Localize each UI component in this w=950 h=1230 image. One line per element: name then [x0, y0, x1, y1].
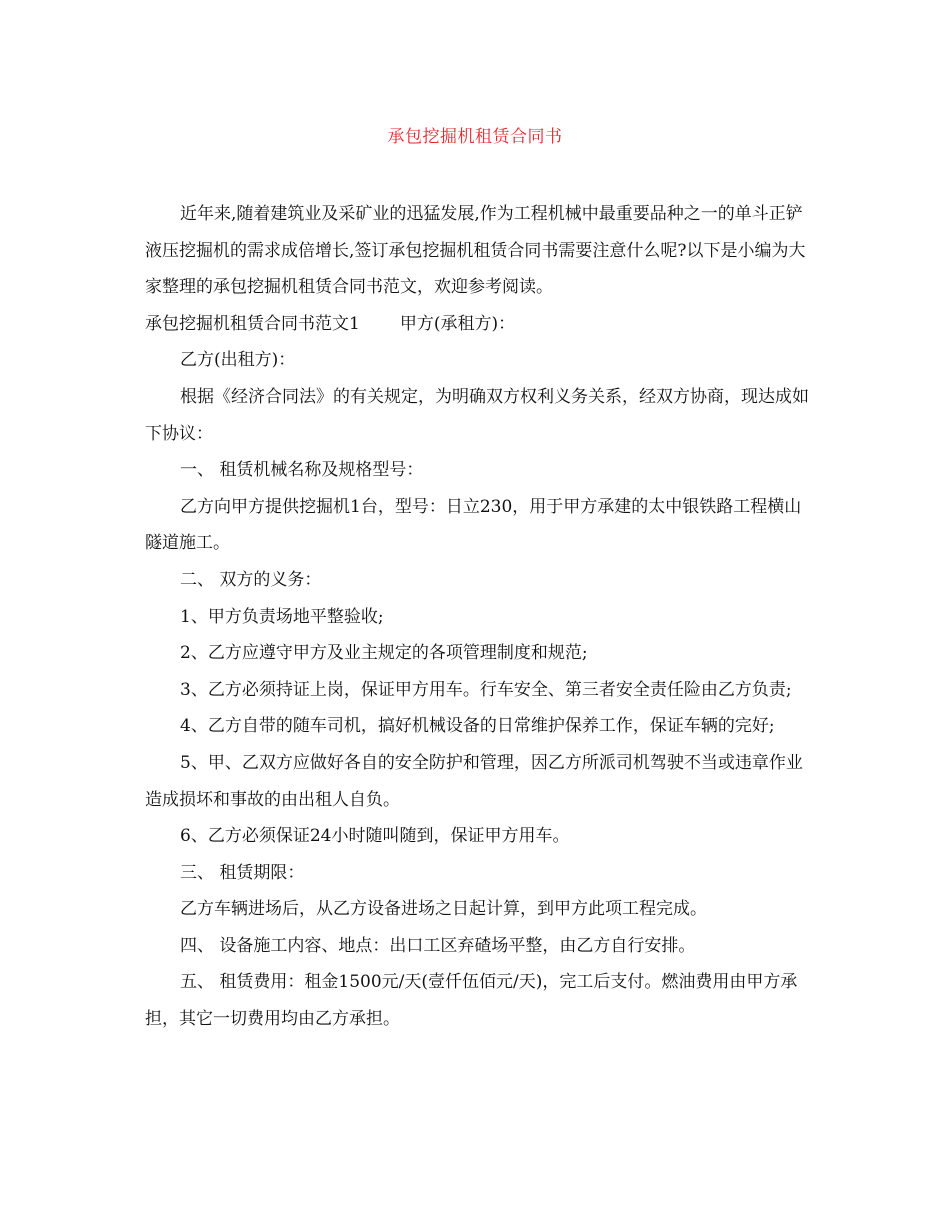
section-5-content: 五、 租赁费用：租金1500元/天(壹仟伍佰元/天)，完工后支付。燃油费用由甲方承担，其它一切费用均由乙方承担。 [145, 972, 798, 1030]
preamble-paragraph: 根据《经济合同法》的有关规定，为明确双方权利义务关系，经双方协商，现达成如下协议： [145, 386, 809, 444]
section-heading-3: 三、 租赁期限： [180, 862, 305, 883]
obligation-item-4: 4、乙方自带的随车司机，搞好机械设备的日常维护保养工作，保证车辆的完好; [180, 716, 775, 737]
document-title: 承包挖掘机租赁合同书 [387, 127, 563, 147]
party-b-label: 乙方(出租方)： [180, 350, 296, 371]
obligation-item-1: 1、甲方负责场地平整验收; [180, 606, 384, 627]
document-body [145, 196, 810, 1038]
obligation-item-6: 6、乙方必须保证24小时随叫随到，保证甲方用车。 [180, 826, 570, 847]
intro-paragraph: 近年来,随着建筑业及采矿业的迅猛发展,作为工程机械中最重要品种之一的单斗正铲液压挖掘机的需求成倍增长,签订承包挖掘机租赁合同书需要注意什么呢?以下是小编为大家整理的承包挖掘机租赁合同书范文，欢迎参考阅读。 [145, 204, 806, 298]
sample-heading-line [145, 306, 810, 343]
section-4-content: 四、 设备施工内容、地点：出口工区弃碴场平整，由乙方自行安排。 [180, 935, 696, 956]
obligation-item-3: 3、乙方必须持证上岗，保证甲方用车。行车安全、第三者安全责任险由乙方负责; [180, 679, 792, 700]
sample-heading: 承包挖掘机租赁合同书范文1 [145, 313, 360, 334]
section-heading-1: 一、 租赁机械名称及规格型号： [180, 460, 424, 481]
section-3-content: 乙方车辆进场后，从乙方设备进场之日起计算，到甲方此项工程完成。 [180, 899, 707, 920]
obligation-item-2: 2、乙方应遵守甲方及业主规定的各项管理制度和规范; [180, 643, 588, 664]
party-a-label: 甲方(承租方)： [399, 313, 516, 334]
section-heading-2: 二、 双方的义务： [180, 569, 322, 590]
section-1-content: 乙方向甲方提供挖掘机1台，型号：日立230，用于甲方承建的太中银铁路工程横山隧道施工。 [145, 496, 802, 554]
obligation-item-5: 5、甲、乙双方应做好各自的安全防护和管理，因乙方所派司机驾驶不当或违章作业造成损坏和事故的由出租人自负。 [145, 752, 803, 810]
